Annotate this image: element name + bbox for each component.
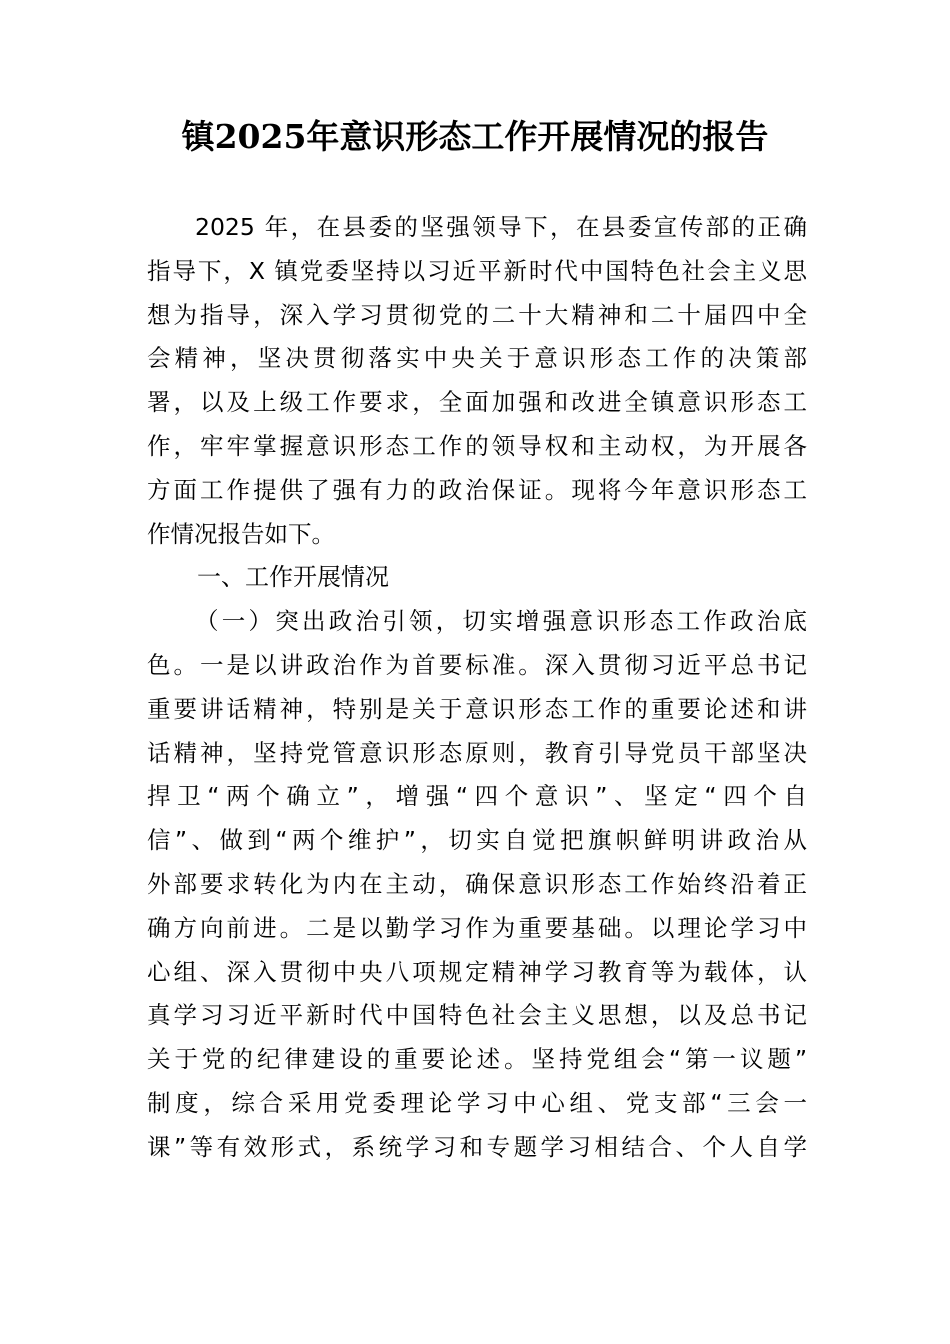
intro-line: 会精神，坚决贯彻落实中央关于意识形态工作的决策部 xyxy=(147,344,807,373)
body-line: 外部要求转化为内在主动，确保意识形态工作始终沿着正 xyxy=(147,869,807,898)
document-body xyxy=(147,206,807,1170)
body-line: 心组、深入贯彻中央八项规定精神学习教育等为载体，认 xyxy=(147,957,807,986)
intro-line: 方面工作提供了强有力的政治保证。现将今年意识形态工 xyxy=(147,475,807,504)
body-line: 重要讲话精神，特别是关于意识形态工作的重要论述和讲 xyxy=(147,694,807,723)
body-line: 课”等有效形式，系统学习和专题学习相结合、个人自学 xyxy=(147,1132,807,1161)
intro-line: 想为指导，深入学习贯彻党的二十大精神和二十届四中全 xyxy=(147,300,807,329)
body-line: 捍卫“两个确立”，增强“四个意识”、坚定“四个自 xyxy=(147,782,807,811)
body-line: 色。一是以讲政治作为首要标准。深入贯彻习近平总书记 xyxy=(147,650,807,679)
intro-line: 指导下，X 镇党委坚持以习近平新时代中国特色社会主义思 xyxy=(147,256,807,285)
intro-line: 署，以及上级工作要求，全面加强和改进全镇意识形态工 xyxy=(147,388,807,417)
body-line: 关于党的纪律建设的重要论述。坚持党组会“第一议题” xyxy=(147,1045,807,1074)
intro-line: 作情况报告如下。 xyxy=(147,519,335,548)
subsection-heading-line: （一）突出政治引领，切实增强意识形态工作政治底 xyxy=(195,607,807,636)
body-line: 制度，综合采用党委理论学习中心组、党支部“三会一 xyxy=(147,1088,807,1117)
body-line: 真学习习近平新时代中国特色社会主义思想，以及总书记 xyxy=(147,1001,807,1030)
intro-line: 作，牢牢掌握意识形态工作的领导权和主动权，为开展各 xyxy=(147,431,807,460)
intro-line: 2025 年，在县委的坚强领导下，在县委宣传部的正确 xyxy=(195,213,807,241)
body-line: 确方向前进。二是以勤学习作为重要基础。以理论学习中 xyxy=(147,913,807,942)
document-title: 镇2025年意识形态工作开展情况的报告 xyxy=(181,117,769,156)
body-line: 信”、做到“两个维护”，切实自觉把旗帜鲜明讲政治从 xyxy=(147,826,807,855)
body-line: 话精神，坚持党管意识形态原则，教育引导党员干部坚决 xyxy=(147,738,807,767)
section-heading: 一、工作开展情况 xyxy=(197,563,389,592)
